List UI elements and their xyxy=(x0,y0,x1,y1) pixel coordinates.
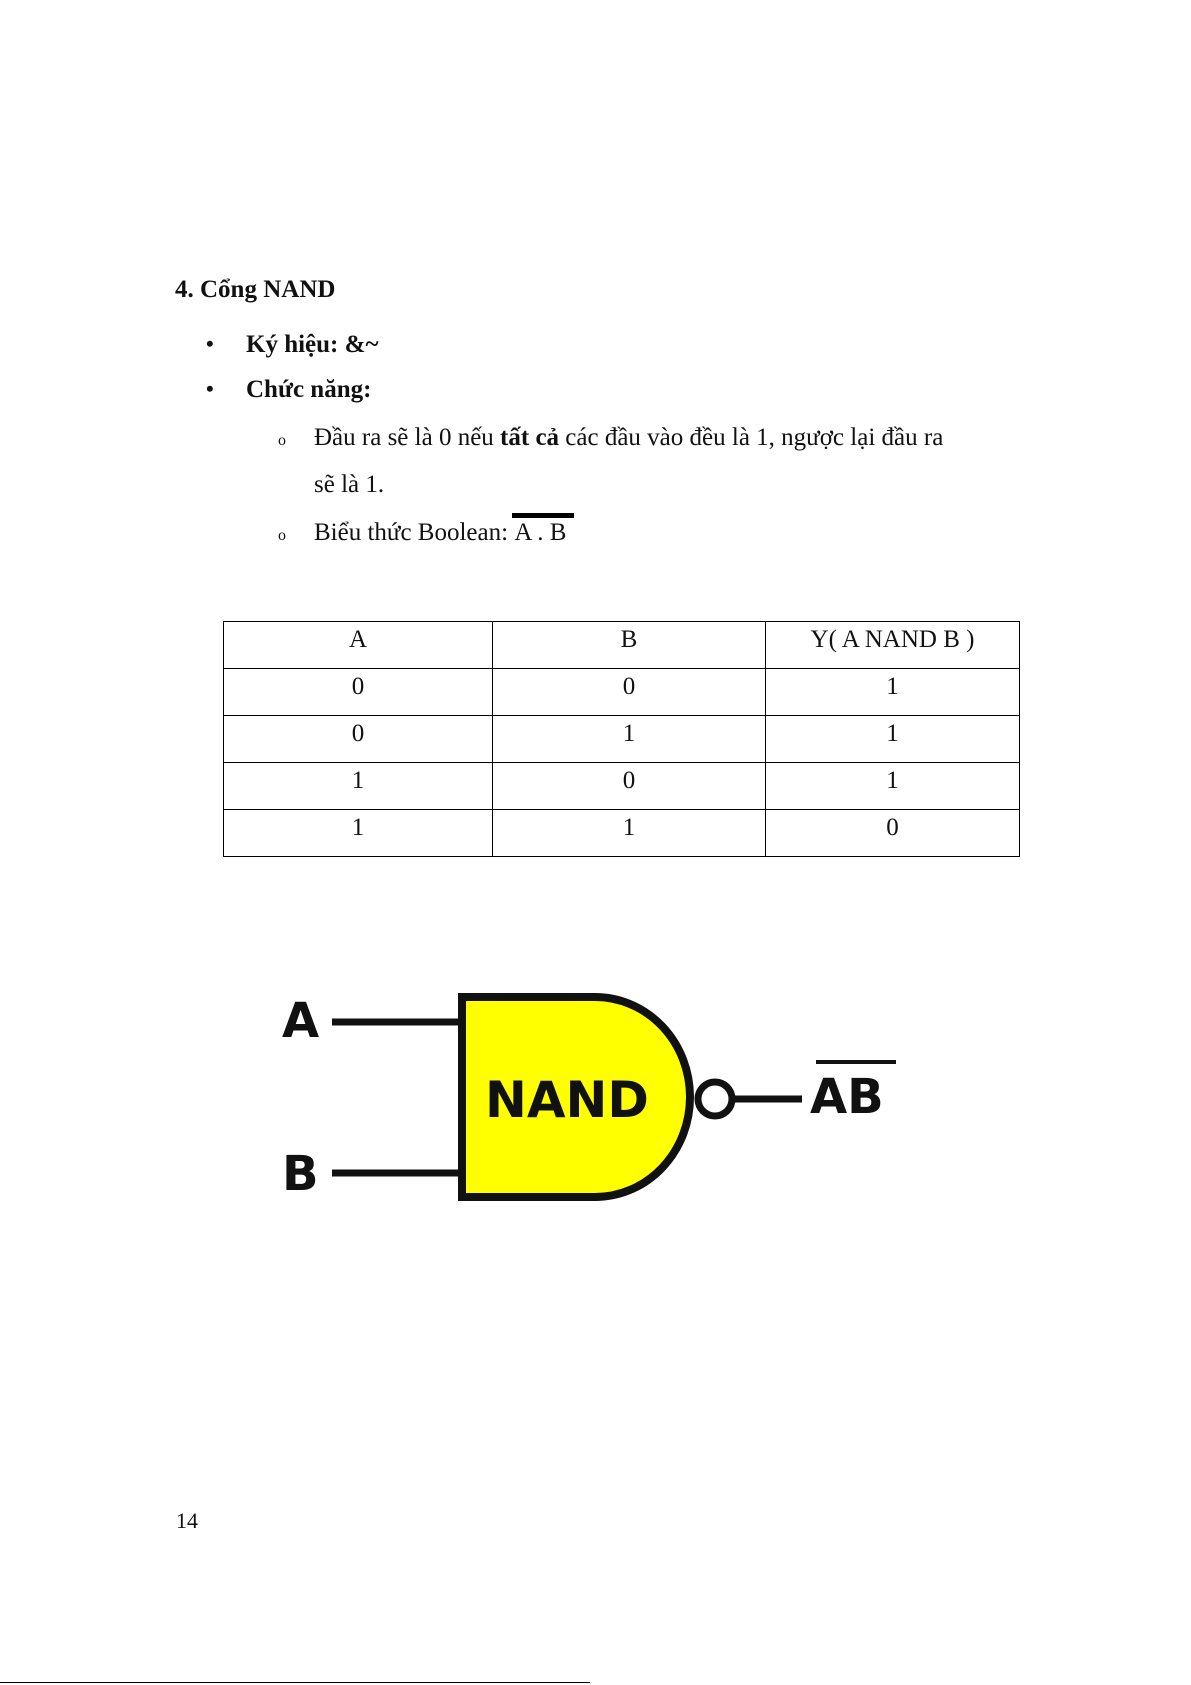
truth-table xyxy=(223,621,1020,857)
section-title: 4. Cổng NAND xyxy=(175,276,336,303)
function-description-line2: sẽ là 1. xyxy=(314,471,385,498)
input-b-label: B xyxy=(282,1146,319,1202)
output-label: AB xyxy=(810,1069,884,1125)
function-description-line1 xyxy=(314,424,943,452)
cell-a: 0 xyxy=(224,716,493,763)
nand-gate-diagram xyxy=(270,975,910,1235)
cell-y: 0 xyxy=(766,810,1020,857)
footer-rule xyxy=(0,1682,590,1683)
header-b: B xyxy=(493,622,766,669)
cell-b: 0 xyxy=(493,669,766,716)
sub-bullet-marker: o xyxy=(278,432,286,449)
header-a: A xyxy=(224,622,493,669)
header-y: Y( A NAND B ) xyxy=(766,622,1020,669)
cell-y: 1 xyxy=(766,716,1020,763)
boolean-label: Biểu thức Boolean: xyxy=(314,519,515,546)
truth-table-header-row xyxy=(224,622,1020,669)
cell-a: 1 xyxy=(224,763,493,810)
inverter-bubble xyxy=(698,1082,732,1116)
boolean-expression-value: A . B xyxy=(514,519,567,546)
description-emphasis: tất cả xyxy=(500,424,560,451)
cell-y: 1 xyxy=(766,669,1020,716)
boolean-expression-line xyxy=(314,519,566,547)
table-row xyxy=(224,669,1020,716)
table-row xyxy=(224,763,1020,810)
bullet-function-label: Chức năng: xyxy=(246,376,372,403)
cell-b: 1 xyxy=(493,810,766,857)
description-text: Đầu ra sẽ là 0 nếu xyxy=(314,424,501,451)
cell-a: 1 xyxy=(224,810,493,857)
table-row xyxy=(224,716,1020,763)
page-number: 14 xyxy=(176,1508,198,1533)
input-a-label: A xyxy=(282,993,320,1049)
cell-y: 1 xyxy=(766,763,1020,810)
bullet-marker: • xyxy=(206,331,214,356)
gate-label: NAND xyxy=(485,1071,649,1129)
bullet-symbol-label: Ký hiệu: &~ xyxy=(246,331,379,358)
cell-b: 0 xyxy=(493,763,766,810)
cell-b: 1 xyxy=(493,716,766,763)
table-row xyxy=(224,810,1020,857)
cell-a: 0 xyxy=(224,669,493,716)
bullet-marker: • xyxy=(206,376,214,401)
sub-bullet-marker: o xyxy=(278,527,286,544)
description-text: các đầu vào đều là 1, ngược lại đầu ra xyxy=(559,424,944,451)
